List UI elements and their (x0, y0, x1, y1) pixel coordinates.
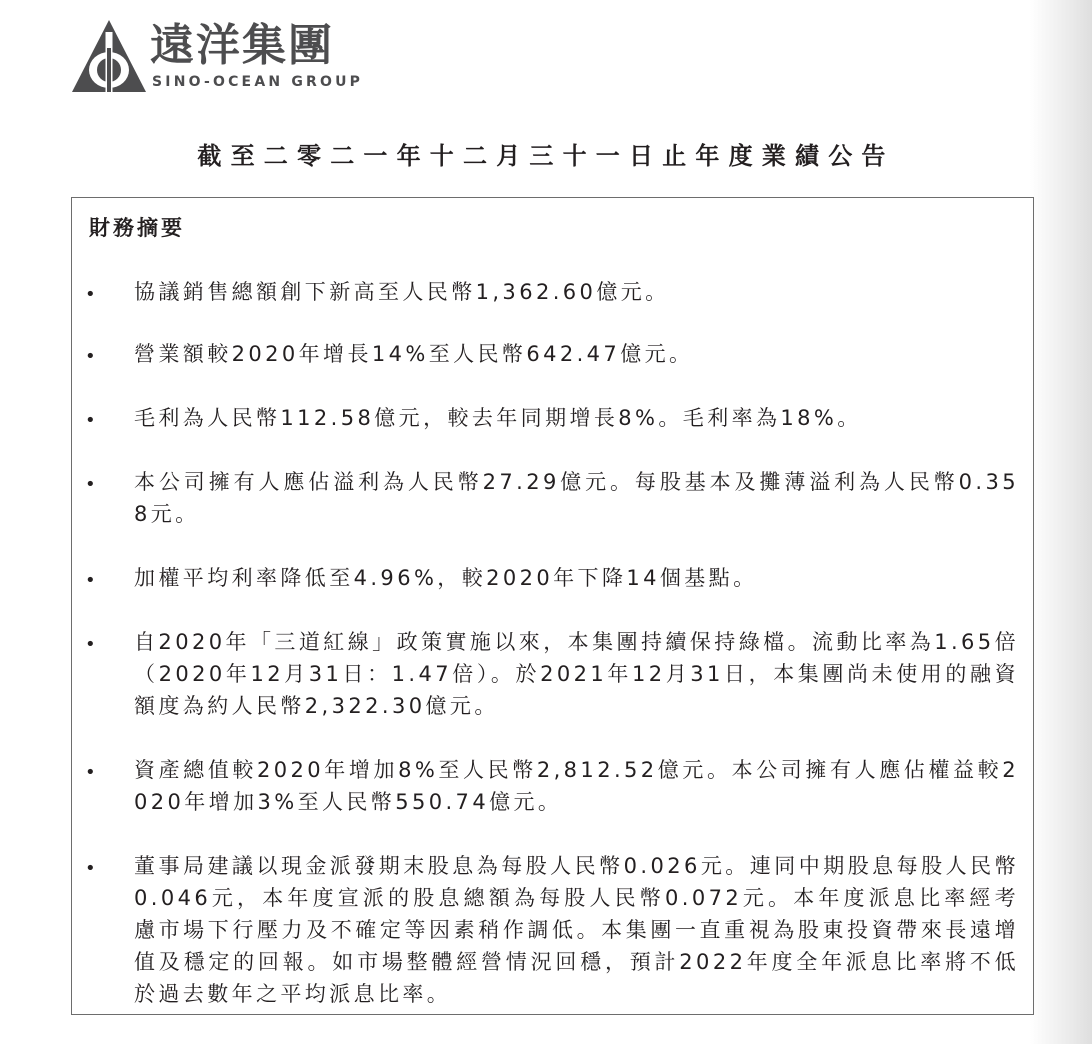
financial-highlights-heading: 財務摘要 (89, 216, 185, 240)
highlight-profit-attributable: 本公司擁有人應佔溢利為人民幣27.29億元。每股基本及攤薄溢利為人民幣0.358元。 (134, 470, 1019, 526)
highlight-contracted-sales: 協議銷售總額創下新高至人民幣1,362.60億元。 (134, 280, 670, 304)
bullet-icon: • (85, 570, 96, 591)
highlight-interest-rate: 加權平均利率降低至4.96%，較2020年下降14個基點。 (134, 566, 758, 590)
bullet-icon: • (85, 284, 96, 305)
sino-ocean-logo-icon (70, 18, 148, 94)
bullet-icon: • (85, 346, 96, 367)
bullet-icon: • (85, 474, 96, 495)
highlight-dividend: 董事局建議以現金派發期末股息為每股人民幣0.026元。連同中期股息每股人民幣0.046元，本年度宣派的股息總額為每股人民幣0.072元。本年度派息比率經考慮市場下行壓力及不確定等因素稍作調低。本集團一直重視為股東投資帶來長遠增值及穩定的回報。如市場整體經營情況回穩，預計2022年度全年派息比率將不低於過去數年之平均派息比率。 (134, 854, 1019, 1006)
highlight-three-red-lines: 自2020年「三道紅線」政策實施以來，本集團持續保持綠檔。流動比率為1.65倍（2020年12月31日：1.47倍）。於2021年12月31日，本集團尚未使用的融資額度為約人民幣2,322.30億元。 (134, 630, 1019, 718)
bullet-icon: • (85, 634, 96, 655)
announcement-title: 截至二零二一年十二月三十一日止年度業績公告 (197, 142, 895, 170)
logo-english-name: SINO-OCEAN GROUP (152, 74, 364, 90)
bullet-icon: • (85, 858, 96, 879)
highlight-revenue: 營業額較2020年增長14%至人民幣642.47億元。 (134, 342, 694, 366)
company-logo (70, 18, 370, 98)
highlight-gross-profit: 毛利為人民幣112.58億元，較去年同期增長8%。毛利率為18%。 (134, 406, 862, 430)
bullet-icon: • (85, 410, 96, 431)
financial-highlights-box (71, 197, 1034, 1015)
bullet-icon: • (85, 762, 96, 783)
highlight-total-assets: 資產總值較2020年增加8%至人民幣2,812.52億元。本公司擁有人應佔權益較2020年增加3%至人民幣550.74億元。 (134, 758, 1019, 814)
logo-chinese-name: 遠洋集團 (150, 20, 334, 71)
